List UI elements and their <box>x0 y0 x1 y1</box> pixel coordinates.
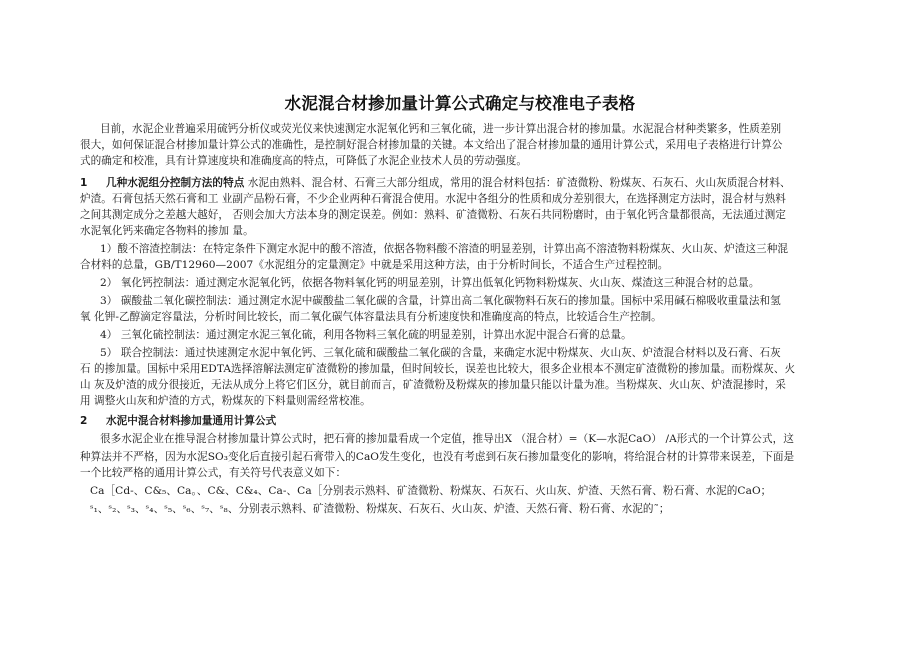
method-item-5-cont: 山 灰及炉渣的成分很接近，无法从成分上将它们区分，就目前而言，矿渣微粉及粉煤灰的掺加量只能以计量为准。当粉煤灰、火山灰、炉渣混掺时，采 <box>80 379 786 391</box>
method-item-5-cont: 石 的掺加量。国标中采用EDTA选择溶解法测定矿渣微粉的掺加量，但时间较长，误差也比较大，很多企业根本不测定矿渣微粉的掺加量。而粉煤灰、火 <box>80 363 796 375</box>
section-2-line: 一个比较严格的通用计算公式，有关符号代表意义如下： <box>80 467 347 479</box>
section-1-number: 1 <box>80 177 88 189</box>
symbol-definition-cao: Ca［Cd-、C&₅、Ca。、C&、C&₄、Ca-、Ca［分别表示熟料、矿渣微粉、粉煤灰、石灰石、火山灰、炉渣、天然石膏、粉石膏、水泥的CaO； <box>90 485 772 497</box>
method-item-3-cont: 氧 化钾-乙醇滴定容量法，分析时间比较长，而二氧化碳气体容量法具有分析速度快和准确度高的特点，比较适合生产控制。 <box>80 311 662 323</box>
section-1-line: 炉渣。石膏包括天然石膏和工 业副产品粉石膏，不少企业两种石膏混合使用。水泥中各组分的性质和成分差别很大，在选择测定方法时，混合材与熟料 <box>80 193 786 205</box>
method-item-3: 3） 碳酸盐二氧化碳控制法：通过测定水泥中碳酸盐二氧化碳的含量，计算出高二氧化碳物料石灰石的掺加量。国标中采用碱石棉吸收重量法和氢 <box>100 295 781 307</box>
section-1-text: 水泥由熟料、混合材、石膏三大部分组成，常用的混合材料包括：矿渣微粉、粉煤灰、石灰石、火山灰质混合材料、 <box>244 177 791 189</box>
intro-line: 目前，水泥企业普遍采用硫钙分析仪或荧光仪来快速测定水泥氧化钙和三氧化硫，进一步计算出混合材的掺加量。水泥混合材种类繁多，性质差别 <box>100 123 782 135</box>
section-2-number: 2 <box>80 415 88 427</box>
section-2-heading-line <box>80 414 852 429</box>
section-2-heading: 水泥中混合材料掺加量通用计算公式 <box>106 415 277 427</box>
method-item-5-cont: 用 调整火山灰和炉渣的方式，粉煤灰的下料量则需经常校准。 <box>80 395 371 407</box>
section-2-line: 种算法并不严格，因为水泥SO₃变化后直接引起石膏带入的CaO发生变化，也没有考虑到石灰石掺加量变化的影响，将给混合材的计算带来误差，下面是 <box>80 451 795 463</box>
method-item-2: 2） 氧化钙控制法：通过测定水泥氧化钙，依据各物料氧化钙的明显差别，计算出低氧化钙物料粉煤灰、火山灰、煤渣这三种混合材的总量。 <box>100 277 760 289</box>
intro-line: 很大，如何保证混合材掺加量计算公式的准确性，是控制好混合材掺加量的关键。本文给出了混合材掺加量的通用计算公式，采用电子表格进行计算公 <box>80 139 783 151</box>
section-1-line: 之间其测定成分之差越大越好， 否则会加大方法本身的测定误差。例如：熟料、矿渣微粉、石灰石共同粉磨时，由于氧化钙含量都很高，无法通过测定 <box>80 209 786 221</box>
section-2-line: 很多水泥企业在推导混合材掺加量计算公式时，把石膏的掺加量看成一个定值，推导出X （混合材）=（K—水泥CaO） /A形式的一个计算公式，这 <box>100 433 794 445</box>
method-item-1: 1）酸不溶渣控制法：在特定条件下测定水泥中的酸不溶渣，依据各物料酸不溶渣的明显差别，计算出高不溶渣物料粉煤灰、火山灰、炉渣这三种混 <box>100 243 788 255</box>
method-item-4: 4） 三氧化硫控制法：通过测定水泥三氧化硫，利用各物料三氧化硫的明显差别，计算出水泥中混合石膏的总量。 <box>100 329 632 341</box>
section-1-first-line <box>80 176 852 191</box>
symbol-definition-so3: ˢ₁、ˢ₂、ˢ₃、ˢ₄、ˢ₅、ˢ₆、ˢ₇、ˢ₈、分别表示熟料、矿渣微粉、粉煤灰、石灰石、火山灰、炉渣、天然石膏、粉石膏、水泥的˜； <box>90 503 670 515</box>
method-item-1-cont: 合材料的总量，GB/T12960—2007《水泥组分的定量测定》中就是采用这种方法，由于分析时间长，不适合生产过程控制。 <box>80 259 669 271</box>
method-item-5: 5） 联合控制法：通过快速测定水泥中氧化钙、三氧化硫和碳酸盐二氧化碳的含量，来确定水泥中粉煤灰、火山灰、炉渣混合材料以及石膏、石灰 <box>100 347 781 359</box>
intro-line: 式的确定和校准，具有计算速度块和准确度高的特点，可降低了水泥企业技术人员的劳动强度。 <box>80 155 528 167</box>
section-1-line: 水泥氧化钙来确定各物料的掺加 量。 <box>80 225 254 237</box>
section-1-heading: 几种水泥组分控制方法的特点 <box>106 177 245 189</box>
document-title: 水泥混合材掺加量计算公式确定与校准电子表格 <box>284 94 636 113</box>
